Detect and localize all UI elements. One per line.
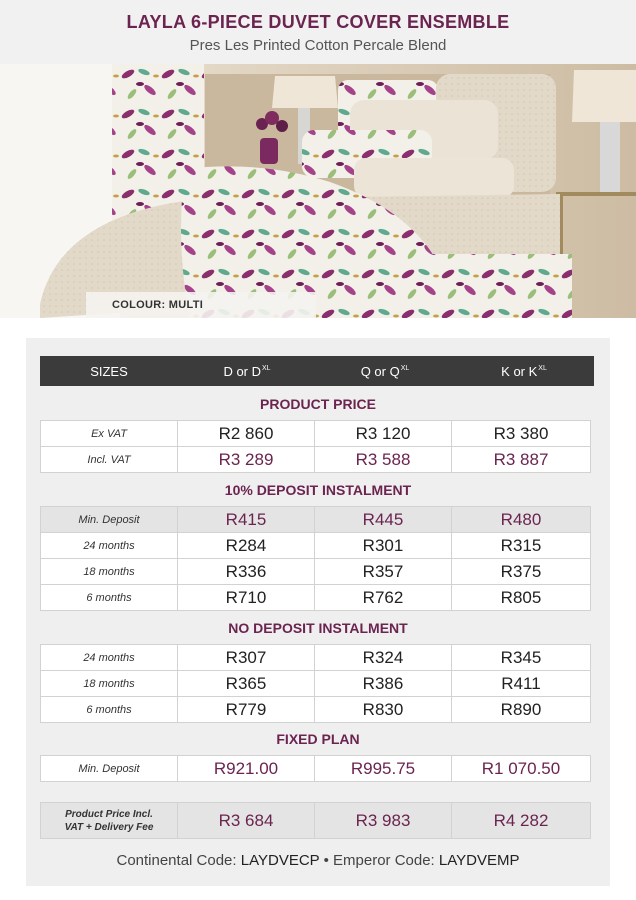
price-value: R3 289 (177, 446, 315, 473)
sizes-header-row (40, 356, 594, 386)
deposit-row-24 (40, 532, 594, 558)
row-label: 18 months (40, 558, 178, 585)
price-row-ex-vat (40, 420, 594, 446)
price-value: R307 (177, 644, 315, 671)
continental-code: LAYDVECP (240, 852, 320, 869)
price-value: R284 (177, 532, 315, 559)
size-col-double-text: D or D (223, 363, 261, 379)
price-value: R995.75 (314, 755, 452, 782)
price-value: R345 (451, 644, 591, 671)
price-value: R3 684 (177, 802, 315, 839)
price-value: R890 (451, 696, 591, 723)
price-value: R415 (177, 506, 315, 533)
price-value: R3 983 (314, 802, 452, 839)
product-title: LAYLA 6-PIECE DUVET COVER ENSEMBLE (126, 12, 510, 32)
delivery-fee-row (40, 802, 594, 838)
price-value: R4 282 (451, 802, 591, 839)
row-label: Min. Deposit (40, 755, 178, 782)
price-value: R710 (177, 584, 315, 611)
row-label: 18 months (40, 670, 178, 697)
price-value: R315 (451, 532, 591, 559)
price-value: R2 860 (177, 420, 315, 447)
price-value: R762 (314, 584, 452, 611)
product-codes (26, 852, 610, 869)
product-photo (0, 64, 636, 318)
separator-dot: • (323, 852, 329, 869)
price-value: R830 (314, 696, 452, 723)
no-deposit-row-24 (40, 644, 594, 670)
bedroom-illustration (0, 64, 636, 318)
row-label: 24 months (40, 532, 178, 559)
size-col-double-sup: XL (262, 364, 271, 372)
row-label: 6 months (40, 584, 178, 611)
row-label: Ex VAT (40, 420, 178, 447)
price-row-incl-vat (40, 446, 594, 472)
size-col-double (178, 356, 316, 386)
delivery-label-line2: VAT + Delivery Fee (64, 821, 154, 833)
fixed-plan-row-min (40, 755, 594, 781)
price-value: R386 (314, 670, 452, 697)
size-col-king (454, 356, 594, 386)
delivery-row-label (40, 802, 178, 839)
size-col-queen-text: Q or Q (360, 363, 400, 379)
price-value: R375 (451, 558, 591, 585)
no-deposit-row-18 (40, 670, 594, 696)
colour-label: COLOUR: MULTI (112, 299, 204, 311)
price-value: R3 380 (451, 420, 591, 447)
price-value: R324 (314, 644, 452, 671)
price-value: R411 (451, 670, 591, 697)
price-value: R336 (177, 558, 315, 585)
page-header (0, 0, 636, 64)
sizes-label: SIZES (90, 363, 128, 379)
size-col-queen-sup: XL (400, 364, 410, 372)
deposit-row-6 (40, 584, 594, 610)
price-value: R1 070.50 (451, 755, 591, 782)
deposit-row-min (40, 506, 594, 532)
size-col-king-sup: XL (538, 364, 547, 372)
product-price-heading: PRODUCT PRICE (260, 396, 376, 412)
deposit-instalment-heading: 10% DEPOSIT INSTALMENT (224, 482, 412, 498)
price-value: R357 (314, 558, 452, 585)
product-subtitle: Pres Les Printed Cotton Percale Blend (189, 37, 447, 54)
row-label: 24 months (40, 644, 178, 671)
price-value: R779 (177, 696, 315, 723)
colour-tag (86, 292, 316, 318)
row-label: Min. Deposit (40, 506, 178, 533)
price-value: R3 120 (314, 420, 452, 447)
price-value: R365 (177, 670, 315, 697)
no-deposit-instalment-heading: NO DEPOSIT INSTALMENT (228, 620, 408, 636)
row-label: 6 months (40, 696, 178, 723)
price-value: R445 (314, 506, 452, 533)
fixed-plan-heading: FIXED PLAN (276, 731, 360, 747)
emperor-label: Emperor Code: (333, 852, 435, 869)
size-col-queen (316, 356, 454, 386)
price-value: R3 887 (451, 446, 591, 473)
price-value: R3 588 (314, 446, 452, 473)
deposit-row-18 (40, 558, 594, 584)
price-value: R301 (314, 532, 452, 559)
no-deposit-row-6 (40, 696, 594, 722)
row-label: Incl. VAT (40, 446, 178, 473)
delivery-label-line1: Product Price Incl. (65, 808, 153, 820)
price-value: R805 (451, 584, 591, 611)
size-col-king-text: K or K (501, 363, 538, 379)
price-value: R921.00 (177, 755, 315, 782)
price-value: R480 (451, 506, 591, 533)
continental-label: Continental Code: (116, 852, 237, 869)
emperor-code: LAYDVEMP (438, 852, 520, 869)
